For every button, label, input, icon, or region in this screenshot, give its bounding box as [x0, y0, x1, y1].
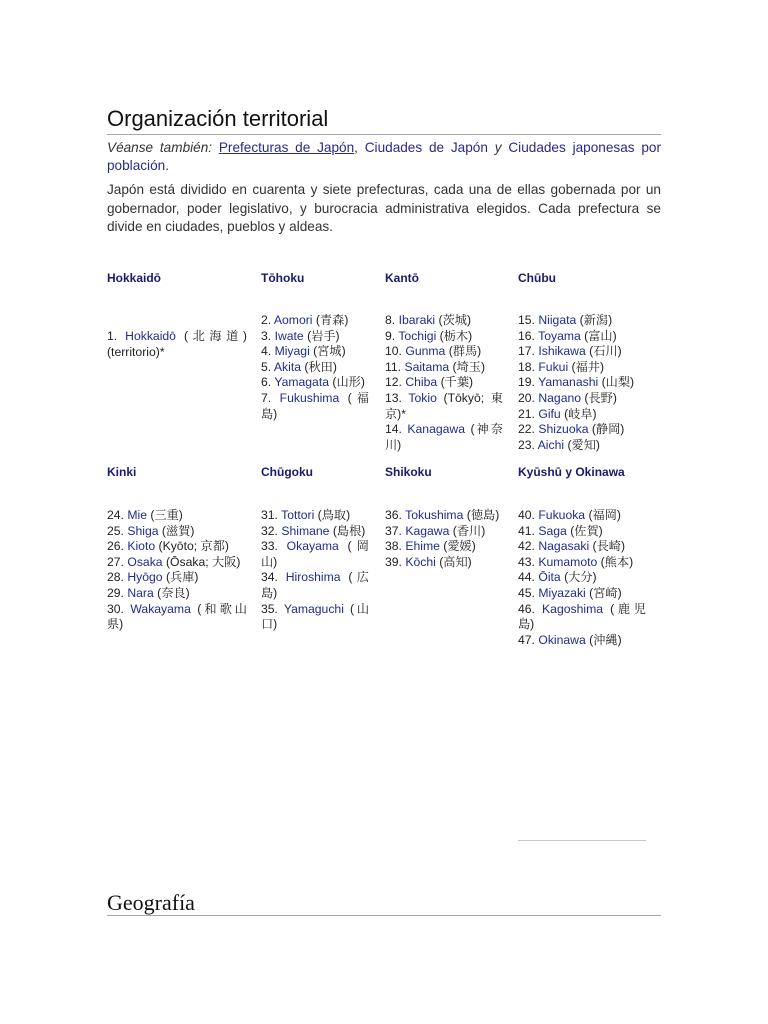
prefecture-number: 6. — [261, 375, 275, 390]
prefecture-item — [261, 329, 369, 345]
prefecture-kanji: (富山) — [580, 328, 617, 343]
prefecture-number: 42. — [518, 539, 539, 554]
prefecture-item — [518, 407, 646, 423]
prefecture-link[interactable]: Gifu — [538, 406, 561, 421]
section-heading-geografia: Geografía — [107, 890, 195, 915]
prefecture-number: 15. — [518, 313, 539, 327]
prefecture-item — [107, 539, 247, 555]
prefecture-number: 40. — [518, 508, 539, 522]
prefecture-item — [107, 570, 247, 586]
region-kyushu-okinawa: Kyūshū y Okinawa — [518, 465, 625, 479]
prefecture-item — [385, 360, 503, 376]
prefecture-link[interactable]: Mie — [127, 508, 147, 522]
prefecture-kanji: (徳島) — [463, 508, 500, 522]
link-prefecturas[interactable]: Prefecturas de Japón — [218, 140, 355, 155]
prefecture-kanji: (群馬) — [445, 344, 482, 359]
prefecture-number: 28. — [107, 570, 128, 585]
prefecture-number: 20. — [518, 390, 539, 405]
prefecture-link[interactable]: Kioto — [127, 539, 156, 554]
prefecture-item — [518, 633, 646, 649]
prefecture-item — [518, 570, 646, 586]
prefecture-link[interactable]: Saitama — [404, 359, 450, 374]
prefecture-item — [107, 524, 247, 540]
prefecture-item — [385, 539, 503, 555]
link-ciudades-poblacion[interactable]: Ciudades japonesas por población — [107, 140, 662, 173]
prefecture-item — [107, 555, 247, 571]
prefecture-link[interactable]: Fukushima — [279, 390, 340, 405]
prefecture-number: 45. — [518, 585, 539, 600]
prefecture-kanji: (沖縄) — [585, 632, 622, 647]
prefecture-link[interactable]: Okayama — [286, 539, 339, 554]
prefecture-item — [261, 313, 369, 329]
prefecture-number: 37. — [385, 523, 406, 538]
prefecture-link[interactable]: Hokkaidō — [125, 329, 176, 343]
prefecture-item — [518, 539, 646, 555]
prefecture-number: 32. — [261, 523, 282, 538]
prefecture-number: 18. — [518, 359, 539, 374]
prefecture-link[interactable]: Kanagawa — [407, 422, 465, 437]
prefecture-number: 35. — [261, 601, 284, 616]
prefecture-link[interactable]: Toyama — [538, 328, 581, 343]
separator: , — [354, 140, 358, 155]
prefecture-number: 1. — [107, 329, 126, 343]
prefecture-number: 27. — [107, 554, 128, 569]
prefecture-list-shikoku — [385, 508, 503, 570]
prefecture-item — [261, 602, 369, 633]
prefecture-item — [261, 360, 369, 376]
prefecture-link[interactable]: Ōita — [538, 570, 561, 585]
prefecture-kanji: (広島) — [261, 570, 369, 600]
prefecture-item — [385, 375, 503, 391]
prefecture-item — [518, 391, 646, 407]
prefecture-item — [107, 602, 247, 633]
prefecture-kanji: (神奈川) — [385, 422, 503, 452]
prefecture-link[interactable]: Okinawa — [538, 632, 586, 647]
link-ciudades[interactable]: Ciudades de Japón — [364, 140, 488, 155]
prefecture-kanji: (北海道) (territorio)* — [107, 329, 247, 359]
prefecture-item — [261, 375, 369, 391]
prefecture-link[interactable]: Niigata — [538, 313, 577, 327]
prefecture-item — [518, 360, 646, 376]
region-chugoku: Chūgoku — [261, 465, 313, 479]
prefecture-item — [107, 508, 247, 524]
prefecture-item — [385, 555, 503, 571]
prefecture-kanji: (青森) — [312, 313, 349, 327]
prefecture-item — [518, 422, 646, 438]
prefecture-item — [385, 313, 503, 329]
prefecture-number: 17. — [518, 344, 539, 359]
prefecture-kanji: (兵庫) — [162, 570, 199, 585]
prefecture-item — [261, 570, 369, 601]
prefecture-kanji: (Ōsaka; 大阪) — [162, 554, 241, 569]
prefecture-item — [385, 508, 503, 524]
prefecture-item — [518, 508, 646, 524]
prefecture-kanji: (埼玉) — [449, 359, 486, 374]
prefecture-kanji: (福島) — [261, 390, 369, 421]
see-also-note — [107, 139, 661, 175]
prefecture-link[interactable]: Shimane — [281, 523, 330, 538]
prefecture-link[interactable]: Yamaguchi — [283, 601, 344, 616]
intro-paragraph: Japón está dividido en cuarenta y siete prefecturas, cada una de ellas gobernada por un gobernador, poder legislativo, y burocracia administrativa elegidos. Cada prefectura se divide en ciudades, pueblos y aldeas. — [107, 182, 661, 234]
prefecture-kanji: (岐阜) — [560, 406, 597, 421]
prefecture-number: 23. — [518, 437, 538, 452]
prefecture-list-kyushu-okinawa — [518, 508, 646, 648]
prefecture-link[interactable]: Saga — [538, 523, 567, 538]
region-chubu: Chūbu — [518, 271, 556, 285]
prefecture-number: 2. — [261, 313, 274, 327]
prefecture-link[interactable]: Miyagi — [274, 344, 310, 359]
prefecture-number: 21. — [518, 406, 539, 421]
prefecture-link[interactable]: Fukuoka — [538, 508, 586, 522]
prefecture-kanji: (岩手) — [303, 328, 340, 343]
prefecture-link[interactable]: Tochigi — [398, 328, 437, 343]
prefecture-kanji: (岡山) — [261, 539, 369, 569]
prefecture-number: 29. — [107, 585, 128, 600]
prefecture-number: 44. — [518, 570, 539, 585]
prefecture-item — [385, 422, 503, 453]
region-hokkaido: Hokkaidō — [107, 271, 162, 285]
prefecture-kanji: (石川) — [585, 344, 622, 359]
prefecture-item — [261, 391, 369, 422]
prefecture-kanji: (Kyōto; 京都) — [155, 539, 229, 554]
prefecture-link[interactable]: Wakayama — [130, 601, 191, 616]
prefecture-kanji: (山梨) — [598, 375, 635, 390]
prefecture-kanji: (大分) — [560, 570, 597, 585]
prefecture-kanji: (三重) — [146, 508, 183, 522]
prefecture-item — [518, 313, 646, 329]
prefecture-link[interactable]: Kumamoto — [538, 554, 598, 569]
prefecture-kanji: (Tōkyō; 東京)* — [385, 390, 503, 421]
prefecture-number: 43. — [518, 554, 539, 569]
prefecture-item — [107, 586, 247, 602]
prefecture-link[interactable]: Nagasaki — [538, 539, 590, 554]
prefecture-item — [518, 344, 646, 360]
prefecture-number: 12. — [385, 375, 406, 390]
prefecture-number: 14. — [385, 422, 408, 437]
prefecture-link[interactable]: Ishikawa — [538, 344, 586, 359]
prefecture-link[interactable]: Chiba — [405, 375, 438, 390]
prefecture-list-kanto — [385, 313, 503, 453]
prefecture-kanji: (宮崎) — [585, 585, 622, 600]
prefecture-kanji: (長野) — [581, 390, 617, 405]
prefecture-kanji: (和歌山県) — [107, 601, 247, 632]
prefecture-item — [261, 539, 369, 570]
prefecture-number: 30. — [107, 601, 131, 616]
prefecture-item — [385, 329, 503, 345]
heading-rule — [107, 915, 661, 916]
prefecture-link[interactable]: Tottori — [281, 508, 315, 522]
prefecture-number: 31. — [261, 508, 282, 522]
prefecture-item — [518, 586, 646, 602]
prefecture-item — [518, 524, 646, 540]
prefecture-link[interactable]: Akita — [273, 359, 301, 374]
prefecture-link[interactable]: Nara — [127, 585, 154, 600]
prefecture-kanji: (秋田) — [301, 359, 337, 374]
prefecture-number: 5. — [261, 359, 274, 374]
prefecture-link[interactable]: Yamanashi — [538, 375, 599, 390]
prefecture-link[interactable]: Gunma — [405, 344, 446, 359]
prefecture-link[interactable]: Hyōgo — [127, 570, 163, 585]
prefecture-kanji: (宮城) — [309, 344, 346, 359]
prefecture-list-chugoku — [261, 508, 369, 633]
prefecture-kanji: (熊本) — [597, 554, 634, 569]
prefecture-number: 41. — [518, 523, 539, 538]
prefecture-number: 19. — [518, 375, 539, 390]
separator: . — [165, 158, 169, 173]
prefecture-number: 9. — [385, 328, 399, 343]
prefecture-item — [518, 329, 646, 345]
prefecture-kanji: (高知) — [435, 554, 472, 569]
prefecture-link[interactable]: Miyazaki — [538, 585, 586, 600]
prefecture-item — [261, 508, 369, 524]
prefecture-link[interactable]: Osaka — [127, 554, 163, 569]
prefecture-link[interactable]: Iwate — [274, 328, 304, 343]
prefecture-kanji: (長崎) — [589, 539, 626, 554]
prefecture-item — [518, 602, 646, 633]
prefecture-kanji: (滋賀) — [158, 523, 195, 538]
prefecture-item — [518, 375, 646, 391]
prefecture-number: 46. — [518, 601, 543, 616]
prefecture-link[interactable]: Ibaraki — [398, 313, 436, 327]
prefecture-link[interactable]: Shiga — [127, 523, 159, 538]
prefecture-link[interactable]: Tokushima — [405, 508, 464, 522]
prefecture-number: 22. — [518, 422, 539, 437]
prefecture-kanji: (静岡) — [588, 422, 625, 437]
prefecture-kanji: (千葉) — [437, 375, 474, 390]
prefecture-link[interactable]: Ehime — [405, 539, 440, 554]
prefecture-kanji: (鳥取) — [314, 508, 351, 522]
prefecture-kanji: (奈良) — [153, 585, 190, 600]
prefecture-item — [107, 329, 247, 360]
prefecture-number: 7. — [261, 390, 280, 405]
prefecture-number: 13. — [385, 390, 409, 405]
prefecture-number: 39. — [385, 554, 406, 569]
region-tohoku: Tōhoku — [261, 271, 305, 285]
prefecture-kanji: (福井) — [568, 359, 605, 374]
prefecture-item — [385, 391, 503, 422]
prefecture-kanji: (島根) — [329, 523, 366, 538]
prefecture-kanji: (愛媛) — [439, 539, 476, 554]
prefecture-list-tohoku — [261, 313, 369, 422]
prefecture-number: 8. — [385, 313, 399, 327]
prefecture-link[interactable]: Aichi — [537, 437, 565, 452]
prefecture-kanji: (山口) — [261, 601, 370, 632]
prefecture-link[interactable]: Tokio — [408, 390, 437, 405]
prefecture-kanji: (新潟) — [576, 313, 613, 327]
prefecture-number: 3. — [261, 328, 275, 343]
prefecture-kanji: (香川) — [449, 523, 486, 538]
prefecture-kanji: (愛知) — [564, 437, 600, 452]
prefecture-list-kinki — [107, 508, 247, 633]
prefecture-item — [261, 524, 369, 540]
region-kanto: Kantō — [385, 271, 419, 285]
prefecture-number: 34. — [261, 570, 286, 585]
prefecture-link[interactable]: Fukui — [538, 359, 569, 374]
prefecture-link[interactable]: Kōchi — [405, 554, 436, 569]
prefecture-link[interactable]: Hiroshima — [285, 570, 341, 585]
prefecture-number: 24. — [107, 508, 128, 522]
see-also-lead: Véanse también: — [107, 140, 213, 155]
prefecture-link[interactable]: Nagano — [538, 390, 582, 405]
prefecture-item — [518, 555, 646, 571]
prefecture-number: 16. — [518, 328, 539, 343]
prefecture-number: 38. — [385, 539, 406, 554]
region-shikoku: Shikoku — [385, 465, 432, 479]
prefecture-link[interactable]: Kagawa — [405, 523, 450, 538]
prefecture-link[interactable]: Yamagata — [274, 375, 329, 390]
prefecture-link[interactable]: Shizuoka — [538, 422, 589, 437]
prefecture-link[interactable]: Aomori — [273, 313, 313, 327]
prefecture-number: 11. — [385, 359, 405, 374]
prefecture-number: 4. — [261, 344, 275, 359]
region-kinki: Kinki — [107, 465, 137, 479]
prefecture-link[interactable]: Kagoshima — [542, 601, 604, 616]
prefecture-item — [518, 438, 646, 454]
prefecture-number: 36. — [385, 508, 406, 522]
prefecture-kanji: (山形) — [329, 375, 365, 390]
prefecture-kanji: (茨城) — [435, 313, 472, 327]
prefecture-item — [261, 344, 369, 360]
section-heading: Organización territorial — [107, 106, 329, 131]
heading-rule — [107, 134, 661, 135]
prefecture-kanji: (佐賀) — [566, 523, 603, 538]
prefecture-kanji: (鹿児島) — [518, 601, 646, 632]
prefecture-number: 10. — [385, 344, 406, 359]
prefecture-item — [385, 524, 503, 540]
prefecture-kanji: (栃木) — [436, 328, 473, 343]
prefecture-kanji: (福岡) — [585, 508, 621, 522]
prefecture-item — [385, 344, 503, 360]
prefecture-list-chubu — [518, 313, 646, 453]
divider — [518, 840, 646, 841]
prefecture-number: 33. — [261, 539, 287, 554]
separator: y — [494, 140, 502, 155]
prefecture-number: 47. — [518, 632, 539, 647]
prefecture-list-hokkaido — [107, 329, 247, 360]
prefecture-number: 26. — [107, 539, 128, 554]
prefecture-number: 25. — [107, 523, 128, 538]
